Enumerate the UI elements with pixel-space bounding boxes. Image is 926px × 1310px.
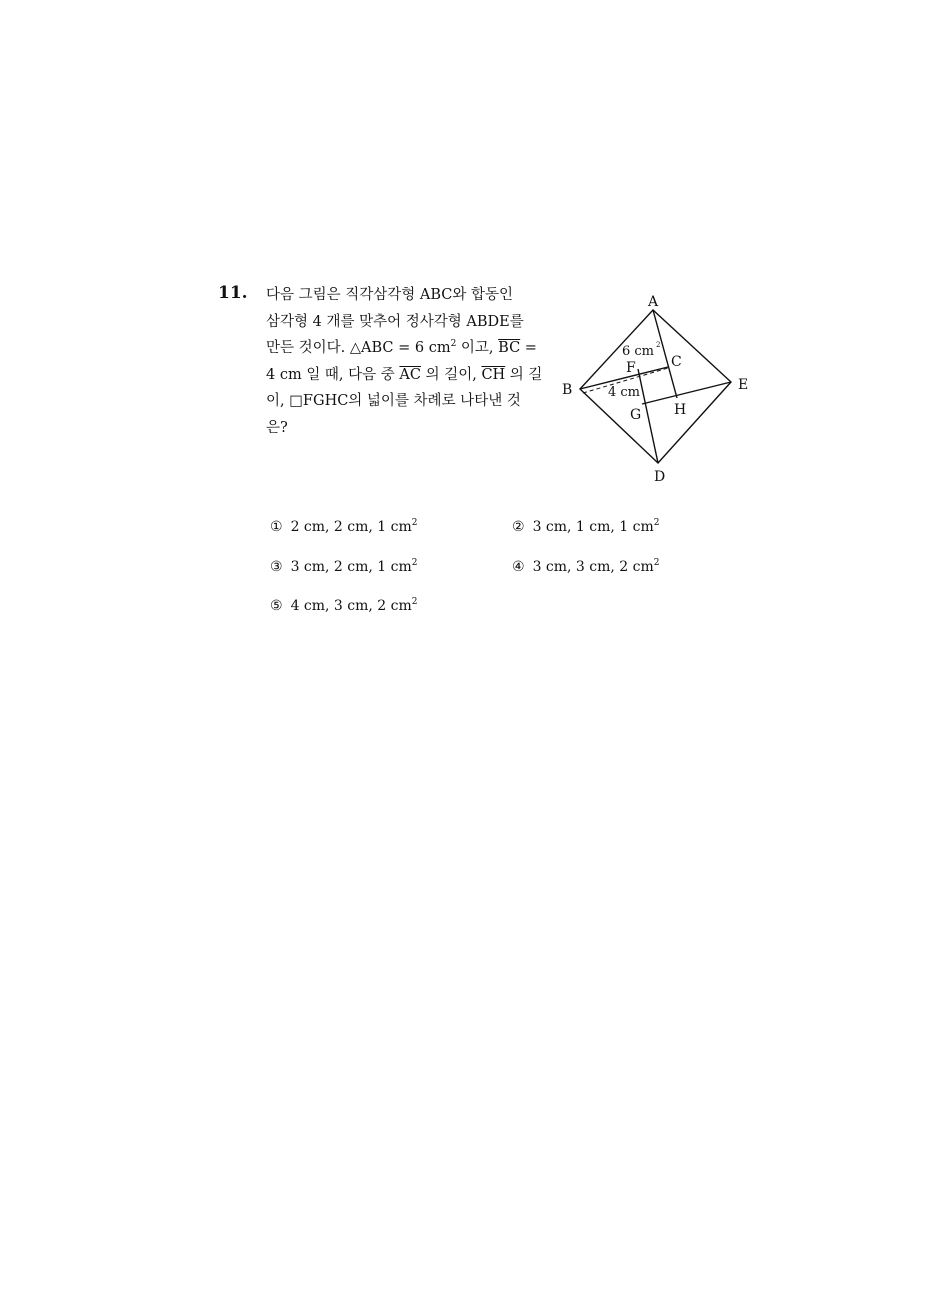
label-e: E [738, 377, 749, 393]
choice-1-text: 2 cm, 2 cm, 1 cm [290, 519, 412, 535]
choice-3-exp: 2 [411, 558, 418, 568]
choice-3-text: 3 cm, 2 cm, 1 cm [290, 559, 412, 575]
choice-3[interactable] [270, 559, 418, 575]
label-d: D [654, 469, 666, 485]
question-line-3-a: 만든 것이다. △ABC = 6 cm [266, 340, 451, 356]
square-figure [552, 288, 762, 493]
choice-2-text: 3 cm, 1 cm, 1 cm [532, 519, 654, 535]
choice-1-exp: 2 [411, 518, 418, 528]
square-abde [580, 310, 731, 463]
area-label: 6 cm [622, 344, 655, 359]
question-line-3-b: 이고, [456, 340, 499, 356]
question-line-3 [266, 335, 546, 362]
label-b: B [562, 382, 573, 398]
length-label: 4 cm [608, 385, 641, 400]
label-a: A [648, 294, 659, 310]
choice-4[interactable] [512, 559, 660, 575]
choice-4-mark: ④ [512, 559, 525, 575]
choice-1[interactable] [270, 519, 418, 535]
segment-ac-label: $\overline{AC}$ [399, 366, 421, 383]
choice-2-exp: 2 [653, 518, 660, 528]
segment-eh [642, 382, 731, 404]
question-line-4-c: 의 길 [505, 366, 543, 383]
question-text [266, 282, 546, 441]
question-line-3-c: = [520, 340, 537, 356]
choice-5[interactable] [270, 598, 418, 614]
question-line-4 [266, 362, 546, 389]
label-f: F [626, 360, 636, 376]
choice-4-text: 3 cm, 3 cm, 2 cm [532, 559, 654, 575]
choice-5-text: 4 cm, 3 cm, 2 cm [290, 598, 412, 614]
choice-5-mark: ⑤ [270, 598, 283, 614]
choice-2[interactable] [512, 519, 660, 535]
question-line-2: 삼각형 4 개를 맞추어 정사각형 ABDE를 [266, 313, 524, 330]
question-number: 11. [218, 283, 248, 303]
question-line-6: 은? [266, 419, 288, 436]
choice-3-mark: ③ [270, 559, 283, 575]
question-line-3-exp: 2 [450, 339, 457, 349]
question-line-4-b: 의 길이, [420, 366, 482, 383]
choice-2-mark: ② [512, 519, 525, 535]
choice-1-mark: ① [270, 519, 283, 535]
label-g: G [630, 407, 642, 423]
segment-ch-label: $\overline{CH}$ [481, 366, 506, 383]
segment-bc-label: $\overline{BC}$ [498, 340, 521, 356]
question-line-4-a: 4 cm 일 때, 다음 중 [266, 366, 400, 383]
area-label-exp: 2 [656, 341, 661, 349]
choice-5-exp: 2 [411, 597, 418, 607]
question-line-5: 이, □FGHC의 넓이를 차례로 나타낸 것 [266, 393, 521, 409]
question-line-1: 다음 그림은 직각삼각형 ABC와 합동인 [266, 287, 514, 303]
choice-4-exp: 2 [653, 558, 660, 568]
label-h: H [674, 402, 687, 418]
label-c: C [671, 354, 682, 370]
